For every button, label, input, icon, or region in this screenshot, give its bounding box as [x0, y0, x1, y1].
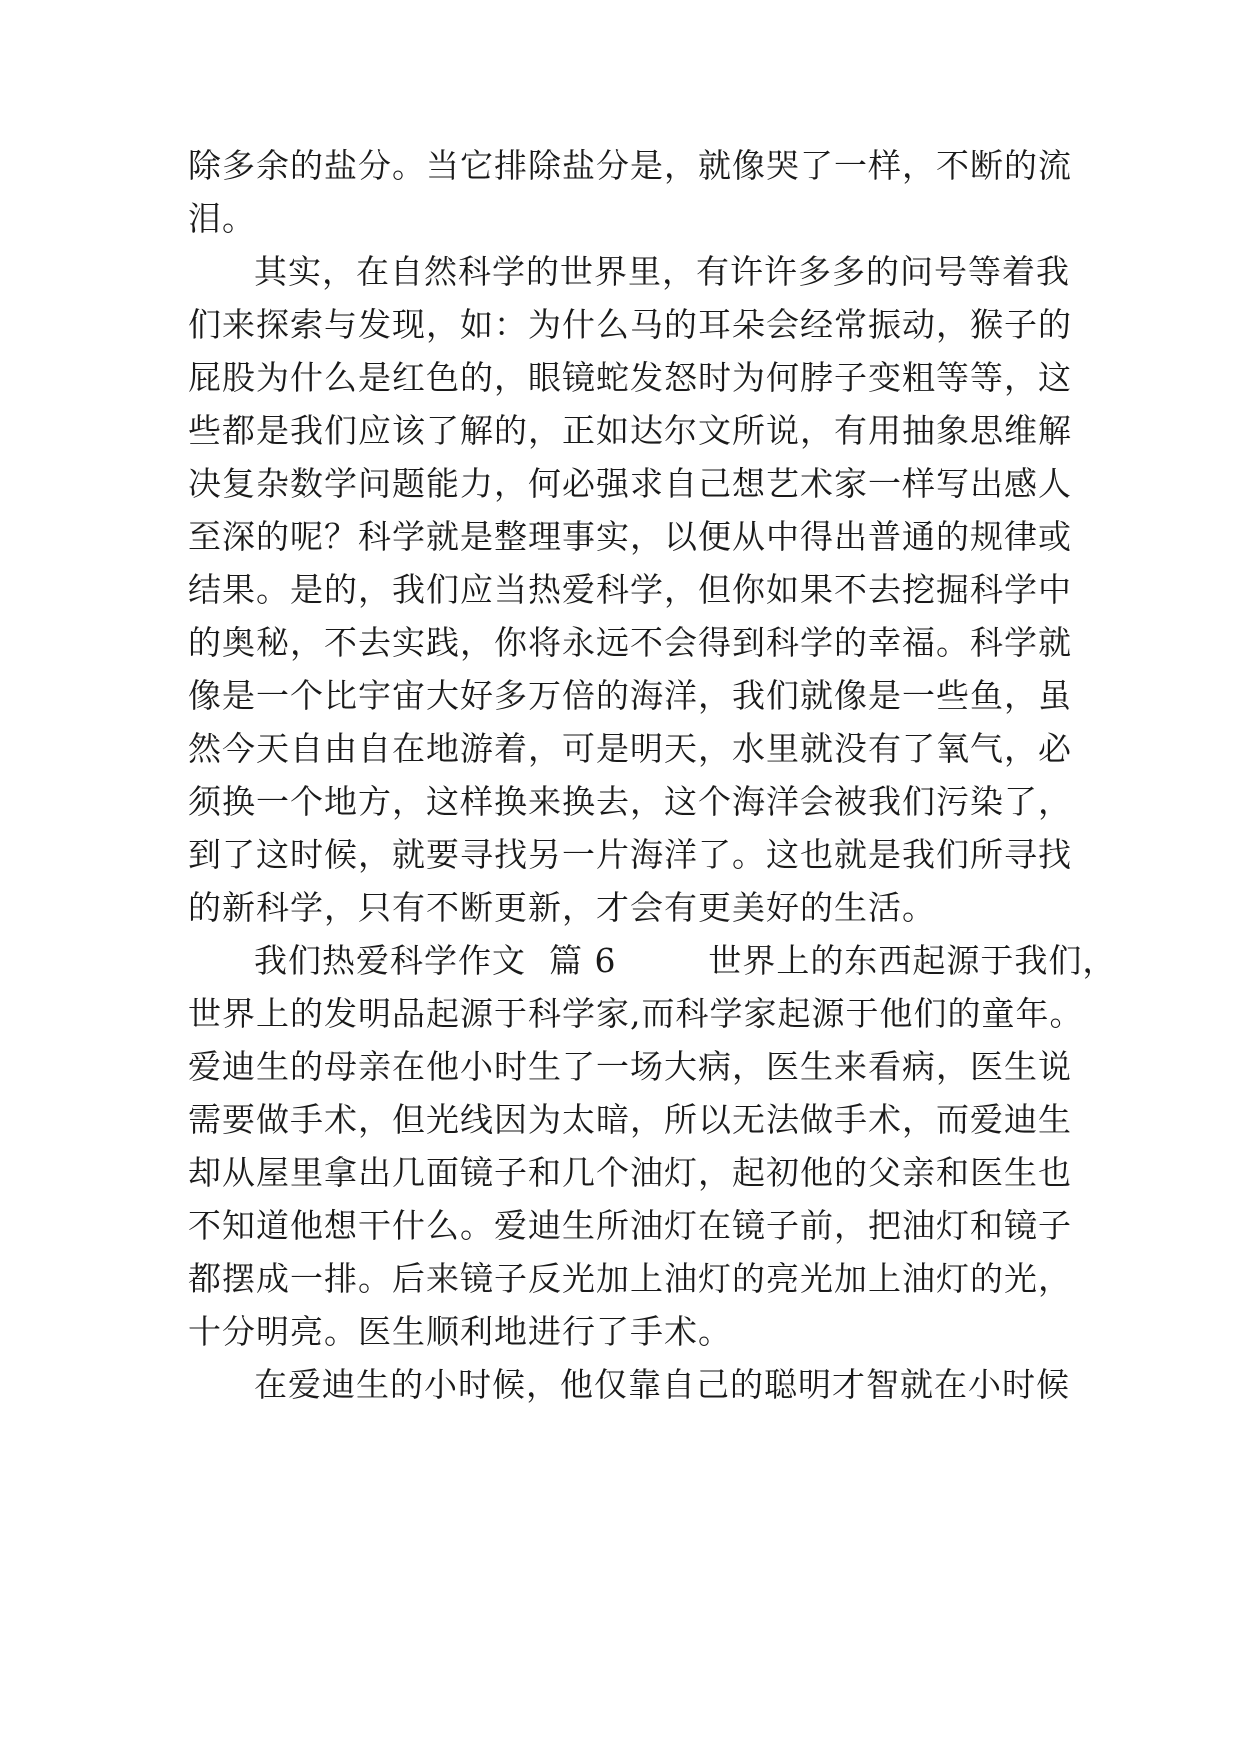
text-line-3: 其实，在自然科学的世界里，有许许多多的问号等着我	[254, 252, 1070, 291]
text-line-11: 像是一个比宇宙大好多万倍的海洋，我们就像是一些鱼，虽	[188, 676, 1072, 715]
text-line-22: 都摆成一排。后来镜子反光加上油灯的亮光加上油灯的光，	[188, 1259, 1072, 1298]
text-line-17: 世界上的发明品起源于科学家,而科学家起源于他们的童年。	[188, 994, 1084, 1033]
text-line-5: 屁股为什么是红色的，眼镜蛇发怒时为何脖子变粗等等，这	[188, 358, 1072, 397]
text-line-24: 在爱迪生的小时候，他仅靠自己的聪明才智就在小时候	[254, 1365, 1070, 1404]
text-line-2: 泪。	[188, 199, 256, 238]
text-line-15: 的新科学，只有不断更新，才会有更美好的生活。	[188, 888, 936, 927]
text-line-18: 爱迪生的母亲在他小时生了一场大病，医生来看病，医生说	[188, 1047, 1072, 1086]
text-line-13: 须换一个地方，这样换来换去，这个海洋会被我们污染了，	[188, 782, 1072, 821]
text-line-19: 需要做手术，但光线因为太暗，所以无法做手术，而爱迪生	[188, 1100, 1072, 1139]
text-line-7: 决复杂数学问题能力，何必强求自己想艺术家一样写出感人	[188, 464, 1072, 503]
text-line-16: 我们热爱科学作文 篇 6 世界上的东西起源于我们，	[254, 941, 1117, 980]
text-line-20: 却从屋里拿出几面镜子和几个油灯，起初他的父亲和医生也	[188, 1153, 1072, 1192]
text-line-10: 的奥秘，不去实践，你将永远不会得到科学的幸福。科学就	[188, 623, 1072, 662]
text-line-21: 不知道他想干什么。爱迪生所油灯在镜子前，把油灯和镜子	[188, 1206, 1072, 1245]
text-line-12: 然今天自由自在地游着，可是明天，水里就没有了氧气，必	[188, 729, 1072, 768]
text-line-1: 除多余的盐分。当它排除盐分是，就像哭了一样，不断的流	[188, 146, 1072, 185]
text-line-6: 些都是我们应该了解的，正如达尔文所说，有用抽象思维解	[188, 411, 1072, 450]
text-line-4: 们来探索与发现，如：为什么马的耳朵会经常振动，猴子的	[188, 305, 1072, 344]
text-line-8: 至深的呢？科学就是整理事实，以便从中得出普通的规律或	[188, 517, 1072, 556]
text-line-14: 到了这时候，就要寻找另一片海洋了。这也就是我们所寻找	[188, 835, 1072, 874]
text-line-23: 十分明亮。医生顺利地进行了手术。	[188, 1312, 732, 1351]
text-line-9: 结果。是的，我们应当热爱科学，但你如果不去挖掘科学中	[188, 570, 1072, 609]
